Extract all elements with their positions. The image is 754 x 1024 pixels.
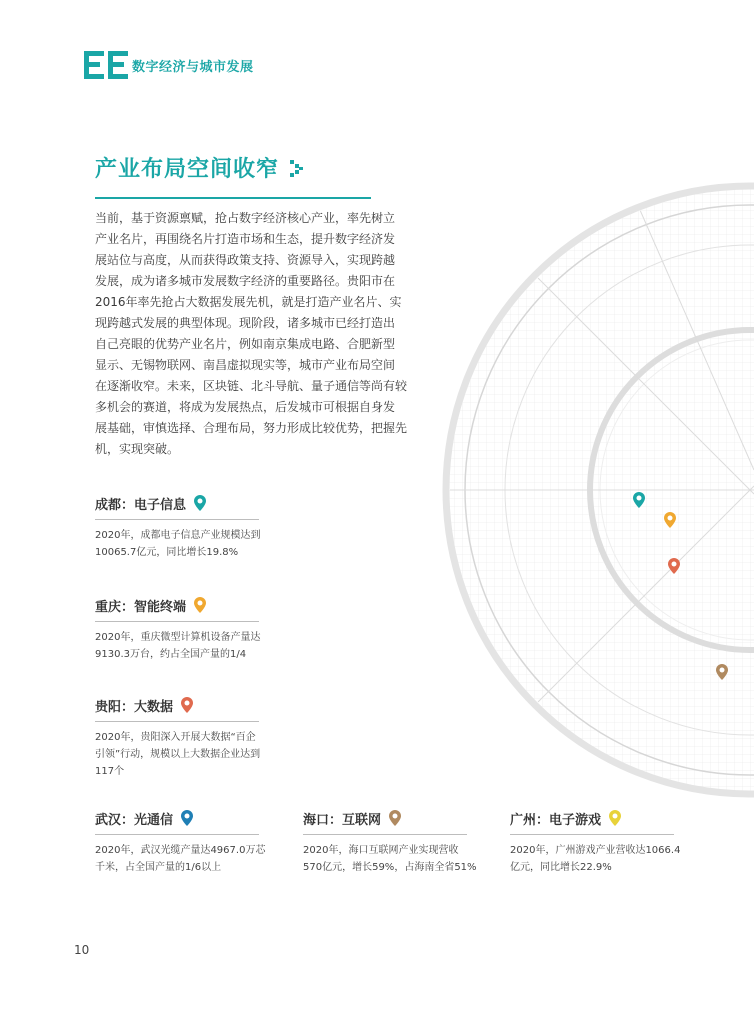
city-description [95,842,266,876]
city-desc-line: 9130.3万台，约占全国产量的1/4 [95,649,247,660]
city-desc-line: 2020年，成都电子信息产业规模达到 [95,530,261,541]
body-line: 2016年率先抢占大数据发展先机，就是打造产业名片、实 [95,295,402,309]
city-divider [303,834,467,835]
title-divider [95,197,371,199]
city-heading: 海口：互联网 [303,812,382,828]
section-heading [95,152,307,183]
city-heading: 贵阳：大数据 [95,699,174,715]
city-divider [95,621,259,622]
city-description [303,842,477,876]
city-divider [95,834,259,835]
city-heading: 重庆：智能终端 [95,599,187,615]
chevron-right-icon [287,158,307,178]
running-header [84,50,254,80]
city-desc-line: 2020年，重庆微型计算机设备产量达 [95,632,261,643]
body-line: 展基础，审慎选择、合理布局，努力形成比较优势，把握先 [95,421,408,435]
location-pin-icon [181,810,193,826]
body-line: 多机会的赛道，将成为发展热点，后发城市可根据自身发 [95,400,396,414]
chengdu-map-pin-icon [633,492,645,508]
body-line: 当前，基于资源禀赋，抢占数字经济核心产业，率先树立 [95,211,396,225]
city-desc-line: 2020年，广州游戏产业营收达1066.4 [510,845,681,856]
body-line: 显示、无锡物联网、南昌虚拟现实等，城市产业布局空间 [95,358,396,372]
chongqing-map-pin-icon [664,512,676,528]
city-desc-line: 千米，占全国产量的1/6以上 [95,862,222,873]
city-divider [95,721,259,722]
city-desc-line: 570亿元，增长59%，占海南全省51% [303,862,477,873]
city-desc-line: 2020年，海口互联网产业实现营收 [303,845,459,856]
location-pin-icon [194,495,206,511]
location-pin-icon [194,597,206,613]
body-line: 自己亮眼的优势产业名片，例如南京集成电路、合肥新型 [95,337,396,351]
city-block-chongqing [95,592,259,663]
body-paragraph [95,208,408,460]
section-title: 产业布局空间收窄 [95,157,280,182]
city-block-guangzhou [510,805,681,876]
city-heading: 广州：电子游戏 [510,812,602,828]
body-line: 机，实现突破。 [95,442,180,456]
city-block-guiyang [95,692,259,780]
body-line: 产业名片，再围绕名片打造市场和生态，提升数字经济发 [95,232,396,246]
city-heading: 武汉：光通信 [95,812,174,828]
body-line: 现跨越式发展的典型体现。现阶段，诸多城市已经打造出 [95,316,396,330]
city-desc-line: 引领”行动，规模以上大数据企业达到 [95,749,261,760]
city-block-wuhan [95,805,266,876]
radar-map-graphic [430,170,754,810]
report-logo-icon [84,51,128,79]
city-description [95,629,259,663]
city-description [95,729,259,780]
city-block-chengdu [95,490,259,561]
city-block-haikou [303,805,477,876]
city-desc-line: 117个 [95,766,125,777]
city-desc-line: 10065.7亿元，同比增长19.8% [95,547,239,558]
city-desc-line: 2020年，贵阳深入开展大数据“百企 [95,732,256,743]
city-desc-line: 亿元，同比增长22.9% [510,862,612,873]
body-line: 展站位与高度，从而获得政策支持、资源导入，实现跨越 [95,253,396,267]
haikou-map-pin-icon [716,664,728,680]
city-description [95,527,259,561]
city-divider [510,834,674,835]
city-description [510,842,681,876]
header-title: 数字经济与城市发展 [132,59,254,75]
body-line: 在逐渐收窄。未来，区块链、北斗导航、量子通信等尚有较 [95,379,408,393]
city-divider [95,519,259,520]
location-pin-icon [389,810,401,826]
guiyang-map-pin-icon [668,558,680,574]
location-pin-icon [609,810,621,826]
body-line: 发展，成为诸多城市发展数字经济的重要路径。贵阳市在 [95,274,396,288]
city-heading: 成都：电子信息 [95,497,187,513]
page-number: 10 [74,943,90,957]
location-pin-icon [181,697,193,713]
city-desc-line: 2020年，武汉光缆产量达4967.0万芯 [95,845,266,856]
